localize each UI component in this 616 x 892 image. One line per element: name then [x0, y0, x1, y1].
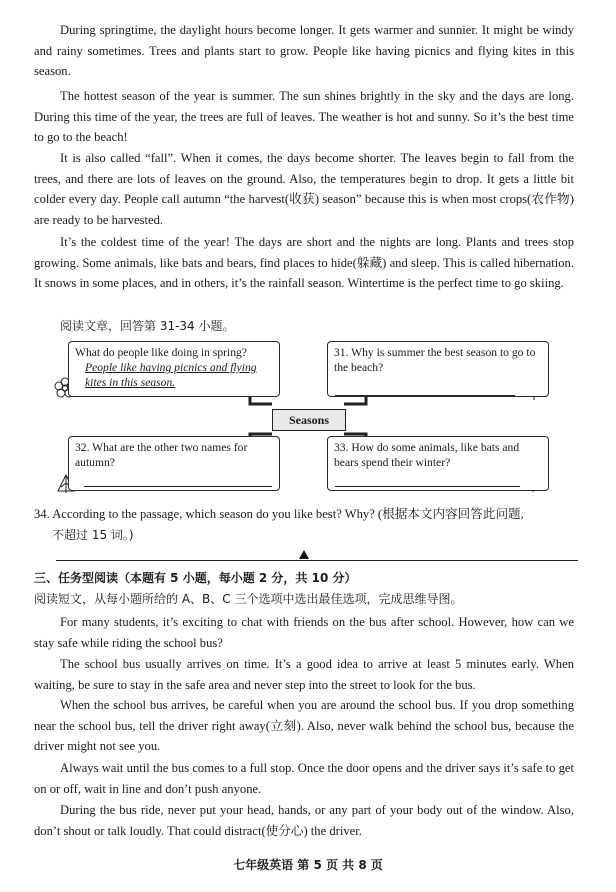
bus-paragraph-2: The school bus usually arrives on time. It’s a good idea to arrive at least 5 minutes early. When waiting, be sure to stay in the safe area and never step into the street to look for the bus.: [34, 657, 574, 692]
mindmap-center-seasons: Seasons: [272, 409, 346, 431]
question-32: 32. What are the other two names for autumn?: [75, 441, 248, 469]
bus-paragraph-5: During the bus ride, never put your head, hands, or any part of your body out of the window. Also, don’t shout or talk loudly. That could distract(使分心) the driver.: [34, 803, 574, 838]
answer-line-31[interactable]: [335, 395, 515, 396]
section-3-instruction: 阅读短文，从每小题所给的 A、B、C 三个选项中选出最佳选项，完成思维导图。: [34, 592, 463, 606]
answer-line-33[interactable]: [335, 486, 520, 487]
section-3-title: 三、任务型阅读（本题有 5 小题，每小题 2 分，共 10 分）: [34, 571, 357, 585]
answer-line-34[interactable]: [56, 560, 578, 561]
bus-paragraph-1: For many students, it’s exciting to chat with friends on the bus after school. However, how can we stay safe while riding the school bus?: [34, 615, 574, 650]
passage-paragraph-winter: It’s the coldest time of the year! The days are short and the nights are long. Plants and trees stop growing. Some animals, like bats and bears, find places to hide(躲藏) and sleep. This is called hibernation. It snows in some places, and in others, it’s the rainfall season. Wintertime is the perfect time to go skiing.: [34, 235, 574, 291]
question-31-box: [327, 341, 549, 397]
passage-paragraph-summer: The hottest season of the year is summer. The sun shines brightly in the sky and the days are long. During this time of the year, the trees are full of leaves. The weather is hot and sunny. So it’s the best time to go to the beach!: [34, 89, 574, 145]
answer-line-32[interactable]: [84, 486, 272, 487]
spring-box: [68, 341, 280, 397]
triangle-marker-icon: [298, 549, 310, 560]
page-footer: 七年级英语 第 5 页 共 8 页: [233, 858, 383, 872]
passage-paragraph-spring: During springtime, the daylight hours become longer. It gets warmer and sunnier. It might be windy and rainy sometimes. Trees and plants start to grow. People like having picnics and flying kites in this season.: [34, 23, 574, 79]
question-34: 34. According to the passage, which season do you like best? Why? (根据本文内容回答此问题,: [34, 507, 524, 521]
spring-answer-line1: People like having picnics and flying: [85, 361, 257, 374]
bus-paragraph-3: When the school bus arrives, be careful when you are around the school bus. If you drop something near the school bus, tell the driver right away(立刻). Also, never walk behind the school bus, because the driver might not see you.: [34, 698, 574, 754]
question-31: 31. Why is summer the best season to go to the beach?: [334, 346, 536, 374]
spring-answer-line2: kites in this season.: [85, 376, 176, 389]
question-34-limit: 不超过 15 词。): [52, 528, 134, 542]
instruction-31-34: 阅读文章，回答第 31-34 小题。: [60, 319, 235, 333]
spring-question: What do people like doing in spring?: [75, 346, 247, 359]
passage-paragraph-autumn: It is also called “fall”. When it comes, the days become shorter. The leaves begin to fall from the trees, and there are lots of leaves on the ground. Also, the temperatures begin to drop. It gets a little bit colder every day. People call autumn “the harvest(收获) season” because this is when most crops(农作物) are ready to be harvested.: [34, 151, 574, 227]
question-32-box: [68, 436, 280, 491]
bus-paragraph-4: Always wait until the bus comes to a full stop. Once the door opens and the driver says it’s safe to get on or off, wait in line and don’t push anyone.: [34, 761, 574, 796]
question-33-box: [327, 436, 549, 491]
question-33: 33. How do some animals, like bats and bears spend their winter?: [334, 441, 520, 469]
